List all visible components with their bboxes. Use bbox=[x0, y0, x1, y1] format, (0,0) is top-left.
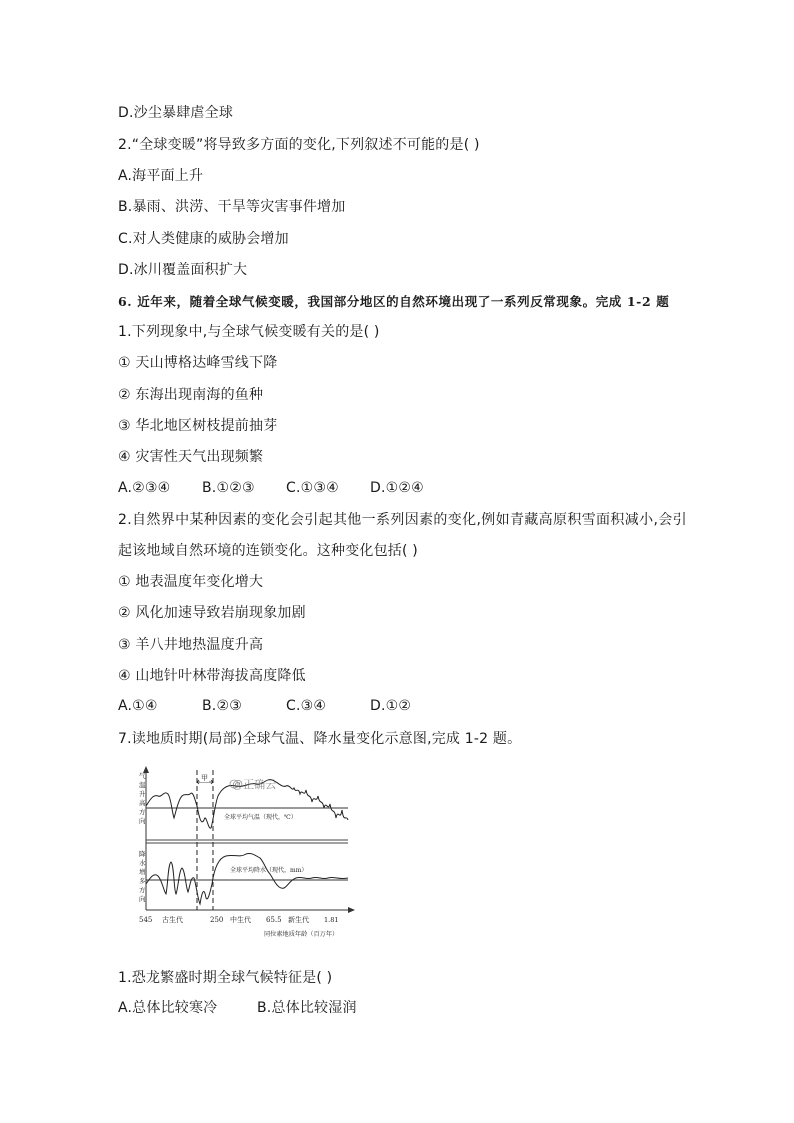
option-b-disasters: B.暴雨、洪涝、干旱等灾害事件增加 bbox=[118, 199, 346, 215]
svg-text:升: 升 bbox=[139, 790, 146, 798]
precipitation-curve bbox=[146, 853, 348, 904]
choice-b: B.总体比较湿润 bbox=[257, 1000, 357, 1016]
temperature-line-label: 全球平均气温（现代，℃） bbox=[224, 814, 297, 821]
item-4: ④ 山地针叶林带海拔高度降低 bbox=[118, 668, 306, 684]
option-d-dust-storm: D.沙尘暴肆虐全球 bbox=[118, 105, 234, 121]
choice-a: A.②③④ bbox=[118, 480, 171, 496]
question-1-dinosaur-stem: 1.恐龙繁盛时期全球气候特征是( ) bbox=[118, 970, 333, 986]
jia-label: 甲 bbox=[201, 774, 208, 782]
tick-label-65-5: 65.5 bbox=[266, 916, 282, 924]
svg-text:水: 水 bbox=[139, 859, 146, 867]
option-c-health: C.对人类健康的威胁会增加 bbox=[118, 231, 289, 247]
choice-a: A.总体比较寒冷 bbox=[118, 1000, 218, 1016]
svg-text:气: 气 bbox=[139, 772, 146, 780]
choice-d: D.①②④ bbox=[370, 480, 424, 496]
question-2-stem-line-2: 起该地域自然环境的连锁变化。这种变化包括( ) bbox=[118, 543, 418, 559]
watermark bbox=[230, 777, 276, 791]
era-label-paleozoic: 古生代 bbox=[162, 916, 183, 924]
precipitation-line-label: 全球平均降水（现代，mm） bbox=[230, 867, 308, 874]
era-label-mesozoic: 中生代 bbox=[230, 916, 251, 924]
svg-text:向: 向 bbox=[139, 895, 146, 903]
svg-text:降: 降 bbox=[139, 850, 146, 858]
svg-text:温: 温 bbox=[139, 781, 146, 789]
x-arrow-icon bbox=[348, 907, 355, 913]
option-a-sea-level: A.海平面上升 bbox=[118, 168, 204, 184]
item-3: ③ 羊八井地热温度升高 bbox=[118, 637, 264, 653]
question-2-stem-line-1: 2.自然界中某种因素的变化会引起其他一系列因素的变化,例如青藏高原积雪面积减小,会引 bbox=[118, 512, 687, 528]
choice-a: A.①④ bbox=[118, 698, 158, 714]
svg-text:增: 增 bbox=[139, 868, 146, 876]
svg-text:多: 多 bbox=[139, 877, 146, 885]
question-1-dinosaur-choices bbox=[118, 999, 357, 1017]
item-1: ① 地表温度年变化增大 bbox=[118, 574, 264, 590]
choice-b: B.①②③ bbox=[202, 480, 255, 496]
choice-d: D.①② bbox=[370, 698, 412, 714]
y-label-precipitation bbox=[139, 849, 146, 903]
section-6-heading: 6. 近年来，随着全球气候变暖，我国部分地区的自然环境出现了一系列反常现象。完成 1-2 题 bbox=[118, 294, 670, 309]
section-7-heading: 7.读地质时期(局部)全球气温、降水量变化示意图,完成 1-2 题。 bbox=[118, 731, 522, 747]
question-1-stem: 1.下列现象中,与全球气候变暖有关的是( ) bbox=[118, 324, 380, 340]
item-4: ④ 灾害性天气出现频繁 bbox=[118, 449, 264, 465]
question-2-stem: 2.“全球变暖”将导致多方面的变化,下列叙述不可能的是( ) bbox=[118, 137, 480, 153]
question-1-choices bbox=[118, 479, 424, 497]
x-axis-label: 同位素地质年龄（百万年） bbox=[264, 931, 339, 938]
choice-b: B.②③ bbox=[202, 698, 242, 714]
option-d-glacier: D.冰川覆盖面积扩大 bbox=[118, 262, 248, 278]
tick-label-250: 250 bbox=[210, 916, 224, 924]
era-label-cenozoic: 新生代 bbox=[288, 916, 309, 924]
y-label-temperature bbox=[139, 771, 146, 825]
item-1: ① 天山博格达峰雪线下降 bbox=[118, 355, 278, 371]
svg-text:方: 方 bbox=[139, 886, 146, 894]
watermark-text: @正确云 bbox=[232, 779, 277, 791]
svg-text:向: 向 bbox=[139, 817, 146, 825]
tick-label-1-81: 1.81 bbox=[324, 916, 339, 924]
question-2-choices bbox=[118, 697, 411, 715]
svg-text:方: 方 bbox=[139, 808, 146, 816]
tick-label-545: 545 bbox=[139, 916, 153, 924]
item-2: ② 东海出现南海的鱼种 bbox=[118, 387, 264, 403]
choice-c: C.③④ bbox=[286, 698, 327, 714]
item-3: ③ 华北地区树枝提前抽芽 bbox=[118, 418, 278, 434]
svg-text:高: 高 bbox=[139, 799, 146, 807]
choice-c: C.①③④ bbox=[286, 480, 339, 496]
item-2: ② 风化加速导致岩崩现象加剧 bbox=[118, 605, 306, 621]
climate-change-figure bbox=[138, 760, 364, 945]
